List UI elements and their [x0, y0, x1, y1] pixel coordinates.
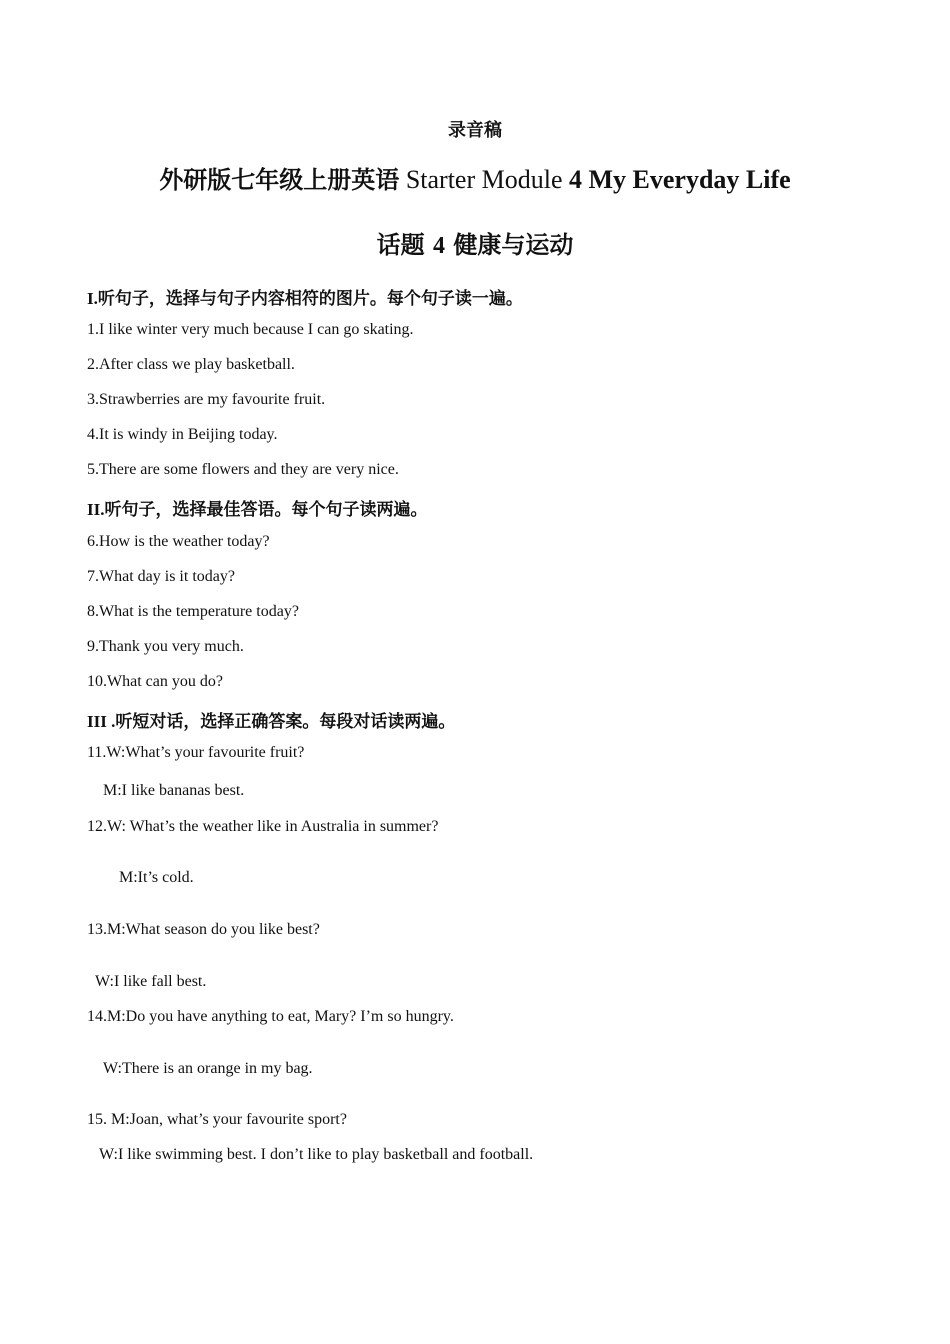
section-instruction: 听句子，选择最佳答语。每个句子读两遍。 — [104, 500, 428, 520]
title-module: Starter Module — [399, 165, 569, 194]
list-item: 5.There are some flowers and they are very nice. — [87, 461, 399, 478]
list-item: 12.W: What’s the weather like in Australia in summer? — [87, 818, 439, 835]
list-item: M:It’s cold. — [119, 869, 194, 886]
topic-prefix: 话题 — [376, 231, 433, 259]
list-item: 1.I like winter very much because I can go skating. — [87, 321, 414, 338]
section-heading-3 — [87, 707, 455, 732]
list-item: 2.After class we play basketball. — [87, 356, 295, 373]
list-item: 14.M:Do you have anything to eat, Mary? I’m so hungry. — [87, 1008, 454, 1025]
list-item: 15. M:Joan, what’s your favourite sport? — [87, 1111, 347, 1128]
section-heading-1 — [87, 284, 523, 309]
document-header-label: 录音稿 — [448, 120, 502, 141]
section-number: III . — [87, 712, 116, 731]
section-instruction: 听短对话，选择正确答案。每段对话读两遍。 — [115, 712, 456, 732]
document-title — [0, 160, 950, 195]
topic-heading — [0, 225, 950, 260]
list-item: W:I like swimming best. I don’t like to play basketball and football. — [99, 1146, 534, 1163]
list-item: 10.What can you do? — [87, 673, 223, 690]
section-number: II. — [87, 500, 105, 519]
list-item: W:I like fall best. — [95, 973, 207, 990]
list-item: 8.What is the temperature today? — [87, 603, 299, 620]
list-item: 6.How is the weather today? — [87, 533, 270, 550]
list-item: 9.Thank you very much. — [87, 638, 244, 655]
title-chinese: 外研版七年级上册英语 — [159, 166, 400, 194]
list-item: W:There is an orange in my bag. — [103, 1060, 313, 1077]
topic-suffix: 健康与运动 — [445, 231, 574, 259]
section-number: I. — [87, 289, 98, 308]
list-item: 13.M:What season do you like best? — [87, 921, 320, 938]
topic-number: 4 — [433, 233, 445, 259]
list-item: 4.It is windy in Beijing today. — [87, 426, 278, 443]
list-item: 7.What day is it today? — [87, 568, 235, 585]
list-item: M:I like bananas best. — [103, 782, 245, 799]
title-module-name: 4 My Everyday Life — [569, 165, 791, 194]
section-instruction: 听句子，选择与句子内容相符的图片。每个句子读一遍。 — [97, 289, 523, 309]
list-item: 11.W:What’s your favourite fruit? — [87, 744, 305, 761]
section-heading-2 — [87, 495, 427, 520]
list-item: 3.Strawberries are my favourite fruit. — [87, 391, 326, 408]
